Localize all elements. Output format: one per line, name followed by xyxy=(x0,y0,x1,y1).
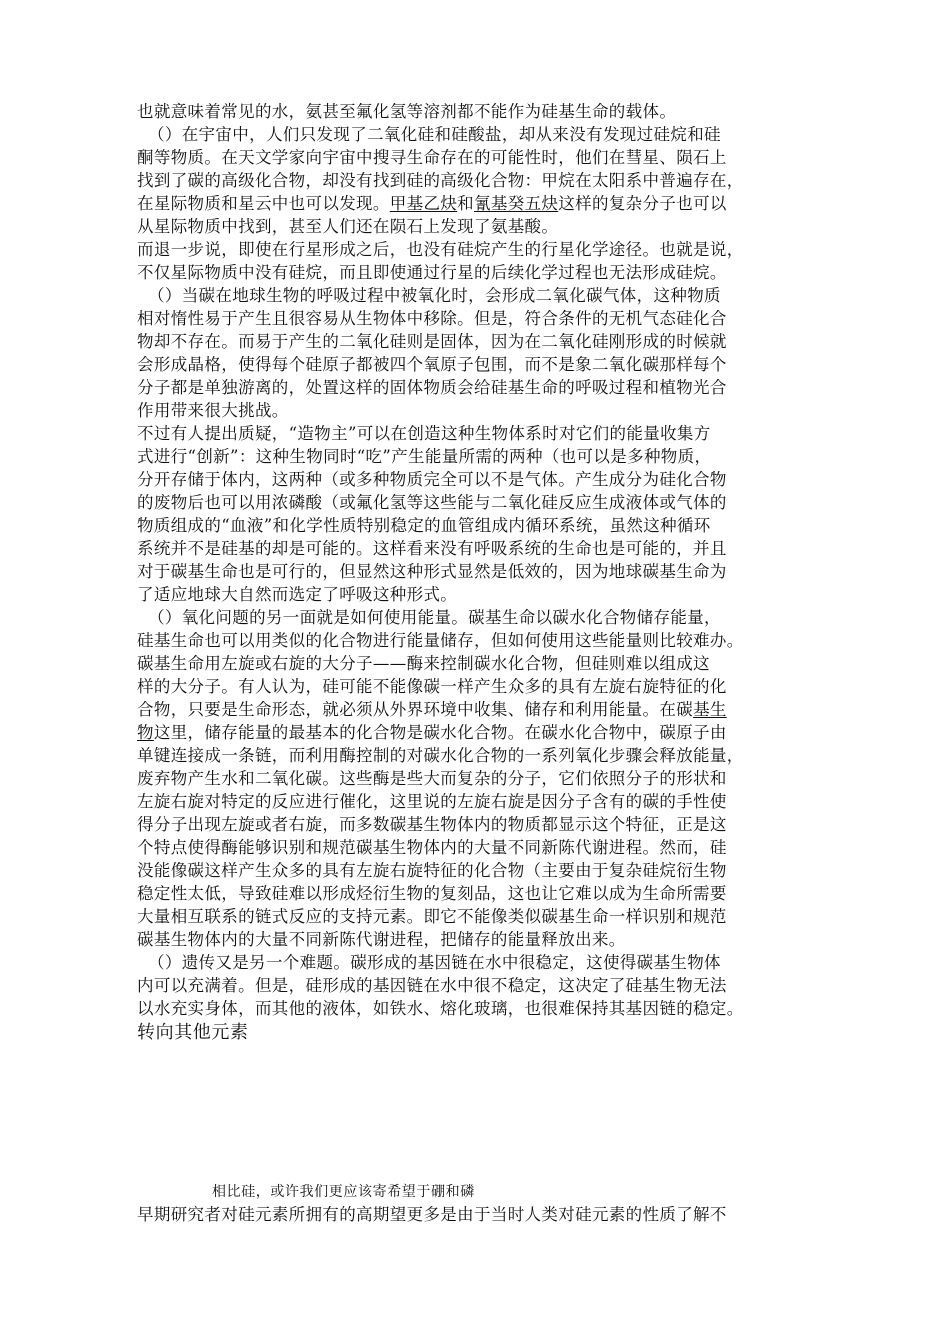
text-line: 对于碳基生命也是可行的，但显然这种形式显然是低效的，因为地球碳基生命为 xyxy=(137,562,727,581)
text-line: 式进行“创新”：这种生物同时“吃”产生能量所需的两种（也可以是多种物质， xyxy=(137,447,712,466)
text-line: （）在宇宙中，人们只发现了二氧化硅和硅酸盐，却从来没有发现过硅烷和硅 xyxy=(148,125,721,144)
text-line: 大量相互联系的链式反应的支持元素。即它不能像类似碳基生命一样识别和规范 xyxy=(137,907,727,926)
text-line: 早期研究者对硅元素所拥有的高期望更多是由于当时人类对硅元素的性质了解不 xyxy=(137,1205,727,1224)
text-line: 以水充实身体，而其他的液体，如铁水、熔化玻璃，也很难保持其基因链的稳定。 xyxy=(137,999,744,1018)
text-line: 没能像碳这样产生众多的具有左旋右旋特征的化合物（主要由于复杂硅烷衍生物 xyxy=(137,861,727,880)
text-line: 作用带来很大挑战。 xyxy=(137,401,289,420)
text-line: （）当碳在地球生物的呼吸过程中被氧化时，会形成二氧化碳气体，这种物质 xyxy=(148,286,721,305)
text-fragment: 这样的复杂分子也可以 xyxy=(558,194,727,213)
text-line: 从星际物质中找到，甚至人们还在陨石上发现了氨基酸。 xyxy=(137,217,559,236)
text-line-with-link xyxy=(137,699,727,721)
text-line: 系统并不是硅基的却是可能的。这样看来没有呼吸系统的生命也是可能的，并且 xyxy=(137,539,727,558)
text-line: 不过有人提出质疑，“造物主”可以在创造这种生物体系时对它们的能量收集方 xyxy=(137,424,711,443)
text-line: 酮等物质。在天文学家向宇宙中搜寻生命存在的可能性时，他们在彗星、陨石上 xyxy=(137,148,727,167)
text-line: 物却不存在。而易于产生的二氧化硅则是固体，因为在二氧化硅刚形成的时候就 xyxy=(137,332,727,351)
text-line: 废弃物产生水和二氧化碳。这些酶是些大而复杂的分子，它们依照分子的形状和 xyxy=(137,769,727,788)
text-line: 硅基生命也可以用类似的化合物进行能量储存，但如何使用这些能量则比较难办。 xyxy=(137,631,744,650)
text-line: 个特点使得酶能够识别和规范碳基生物体内的大量不同新陈代谢进程。然而，硅 xyxy=(137,838,727,857)
text-line: （）氧化问题的另一面就是如何使用能量。碳基生命以碳水化合物储存能量， xyxy=(148,608,721,627)
text-line: 左旋右旋对特定的反应进行催化，这里说的左旋右旋是因分子含有的碳的手性使 xyxy=(137,792,727,811)
text-line: 碳基生物体内的大量不同新陈代谢进程，把储存的能量释放出来。 xyxy=(137,930,626,949)
text-line: 相对惰性易于产生且很容易从生物体中移除。但是，符合条件的无机气态硅化合 xyxy=(137,309,727,328)
text-line: 碳基生命用左旋或右旋的大分子——酶来控制碳水化合物，但硅则难以组成这 xyxy=(137,654,710,673)
text-fragment: 合物，只要是生命形态，就必须从外界环境中收集、储存和利用能量。在碳 xyxy=(137,700,694,719)
cyanodecapentyne-link[interactable]: 氰基癸五炔 xyxy=(474,194,559,213)
text-line: 物质组成的“血液”和化学性质特别稳定的血管组成内循环系统，虽然这种循环 xyxy=(137,516,711,535)
carbon-based-life-link[interactable]: 基生 xyxy=(693,700,727,719)
carbon-based-life-link-continued[interactable]: 物 xyxy=(137,723,154,742)
text-line: 也就意味着常见的水，氨甚至氟化氢等溶剂都不能作为硅基生命的载体。 xyxy=(137,102,677,121)
text-line: 不仅星际物质中没有硅烷，而且即使通过行星的后续化学过程也无法形成硅烷。 xyxy=(137,263,727,282)
image-caption: 相比硅，或许我们更应该寄希望于硼和磷 xyxy=(212,1184,475,1200)
text-line: 会形成晶格，使得每个硅原子都被四个氧原子包围，而不是象二氧化碳那样每个 xyxy=(137,355,727,374)
text-line-with-links xyxy=(137,193,727,215)
text-line: 稳定性太低，导致硅难以形成烃衍生物的复刻品，这也让它难以成为生命所需要 xyxy=(137,884,727,903)
text-line: 的废物后也可以用浓磷酸（或氟化氢等这些能与二氧化硅反应生成液体或气体的 xyxy=(137,493,727,512)
text-line-with-link xyxy=(137,722,727,744)
text-line: 而退一步说，即使在行星形成之后，也没有硅烷产生的行星化学途径。也就是说， xyxy=(137,240,744,259)
text-line: 样的大分子。有人认为，硅可能不能像碳一样产生众多的具有左旋右旋特征的化 xyxy=(137,677,727,696)
text-fragment: 这里，储存能量的最基本的化合物是碳水化合物。在碳水化合物中，碳原子由 xyxy=(153,723,727,742)
text-line: 分开存储于体内，这两种（或多种物质完全可以不是气体。产生成分为硅化合物 xyxy=(137,470,727,489)
text-line: 找到了碳的高级化合物，却没有找到硅的高级化合物：甲烷在太阳系中普遍存在， xyxy=(137,171,744,190)
text-line: 内可以充满着。但是，硅形成的基因链在水中很不稳定，这决定了硅基生物无法 xyxy=(137,976,727,995)
section-heading: 转向其他元素 xyxy=(137,1022,249,1043)
methylacetylene-link[interactable]: 甲基乙炔 xyxy=(389,194,458,213)
text-line: 单键连接成一条链，而利用酶控制的对碳水化合物的一系列氧化步骤会释放能量， xyxy=(137,746,744,765)
text-fragment: 和 xyxy=(457,194,475,213)
text-line: 得分子出现左旋或者右旋，而多数碳基生物体内的物质都显示这个特征，正是这 xyxy=(137,815,727,834)
text-line: 分子都是单独游离的，处置这样的固体物质会给硅基生命的呼吸过程和植物光合 xyxy=(137,378,727,397)
text-line: 了适应地球大自然而选定了呼吸这种形式。 xyxy=(137,585,458,604)
text-line: （）遗传又是另一个难题。碳形成的基因链在水中很稳定，这使得碳基生物体 xyxy=(148,953,721,972)
text-fragment: 在星际物质和星云中也可以发现。 xyxy=(137,194,390,213)
